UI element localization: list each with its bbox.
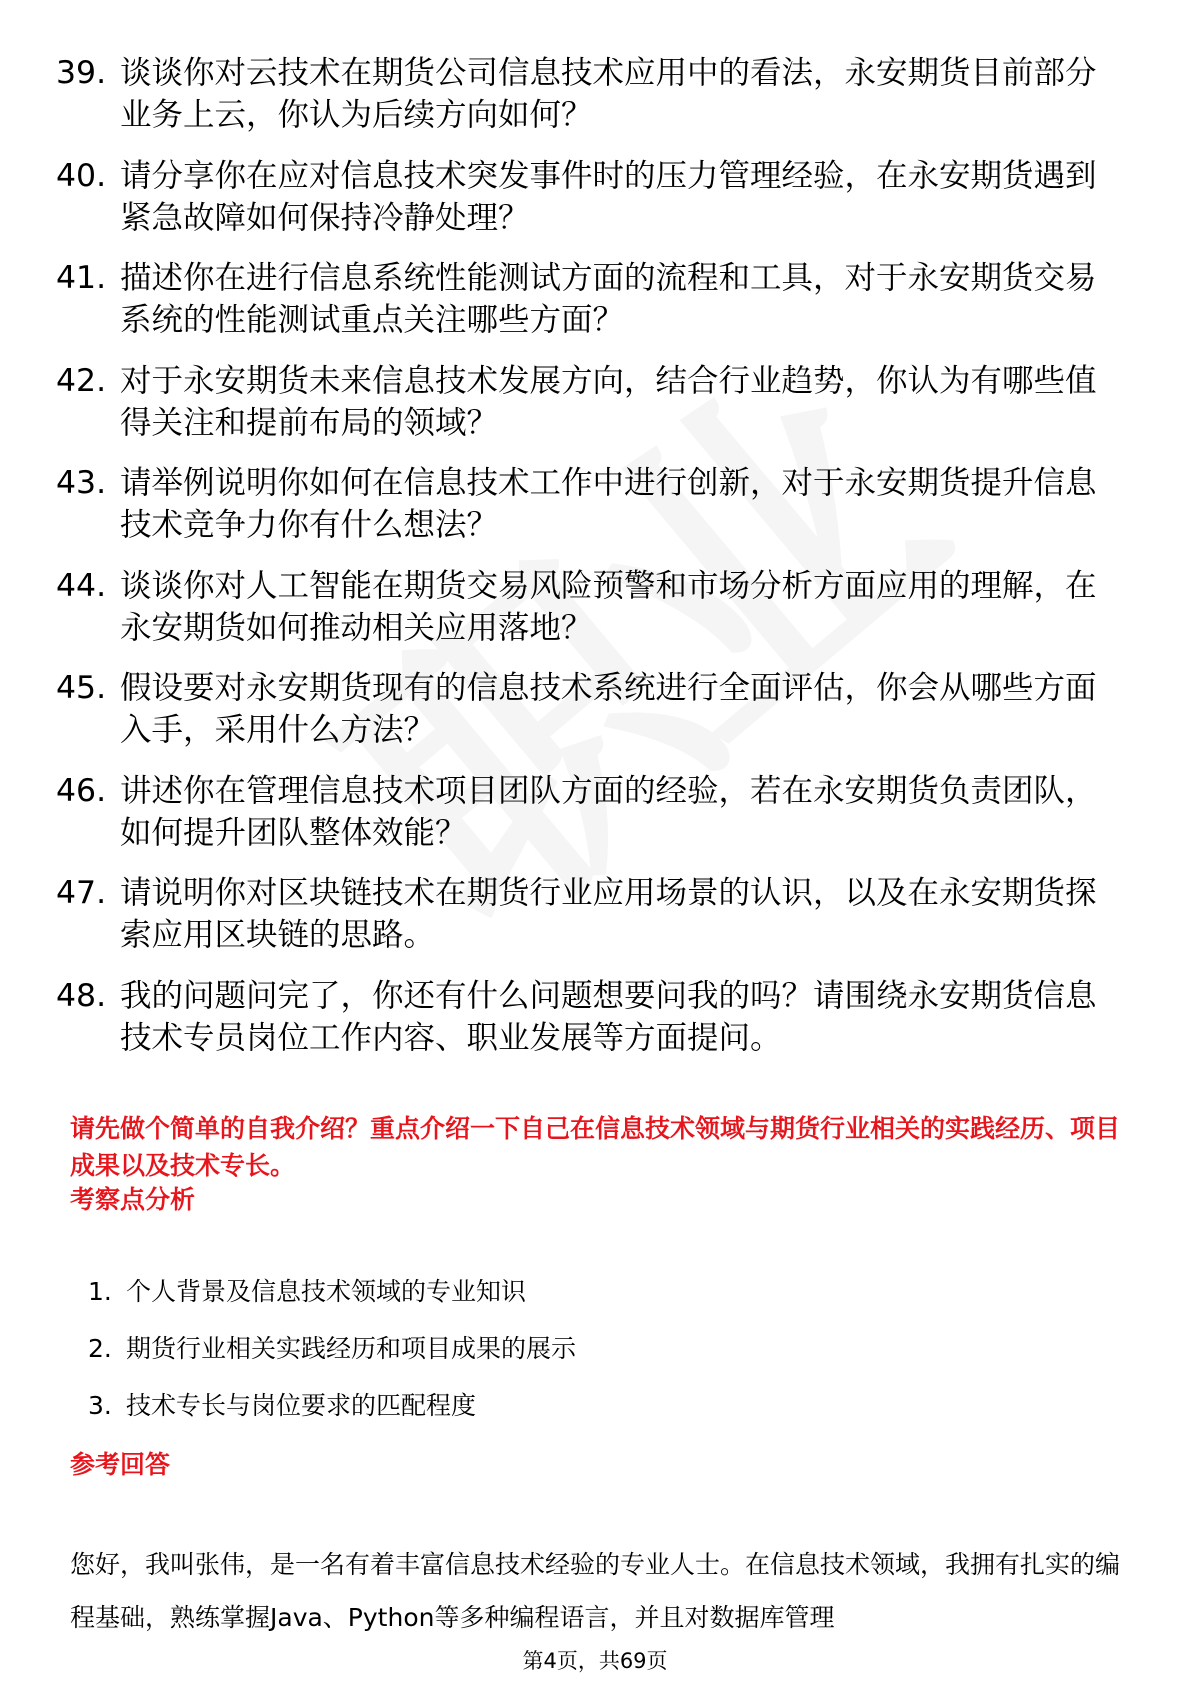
highlight-question: 请先做个简单的自我介绍？重点介绍一下自己在信息技术领域与期货行业相关的实践经历、项目成果以及技术专长。 [70,1114,1121,1180]
question-text: 谈谈你对云技术在期货公司信息技术应用中的看法，永安期货目前部分业务上云，你认为后续方向如何？ [120,55,1097,133]
question-number: 45. [56,670,107,706]
question-text: 我的问题问完了，你还有什么问题想要问我的吗？请围绕永安期货信息技术专员岗位工作内容、职业发展等方面提问。 [120,977,1097,1056]
question-text: 假设要对永安期货现有的信息技术系统进行全面评估，你会从哪些方面入手，采用什么方法？ [120,670,1097,748]
reference-answer: 您好，我叫张伟，是一名有着丰富信息技术经验的专业人士。在信息技术领域，我拥有扎实的编程基础，熟练掌握Java、Python等多种编程语言，并且对数据库管理 [70,1550,1121,1632]
question-number: 41. [56,260,107,296]
question-number: 42. [56,362,107,399]
question-text: 请分享你在应对信息技术突发事件时的压力管理经验，在永安期货遇到紧急故障如何保持冷静处理？ [120,157,1097,236]
question-number: 48. [56,977,107,1014]
question-number: 47. [56,875,107,911]
question-text: 对于永安期货未来信息技术发展方向，结合行业趋势，你认为有哪些值得关注和提前布局的领域？ [120,362,1097,441]
question-item [56,52,1136,136]
question-number: 44. [56,567,107,604]
question-item [56,872,1136,956]
question-text: 请说明你对区块链技术在期货行业应用场景的认识，以及在永安期货探索应用区块链的思路。 [120,875,1097,953]
question-text: 请举例说明你如何在信息技术工作中进行创新，对于永安期货提升信息技术竞争力你有什么想法？ [120,465,1097,543]
point-number: 3. [88,1391,112,1420]
analysis-point [88,1275,576,1332]
question-text: 描述你在进行信息系统性能测试方面的流程和工具，对于永安期货交易系统的性能测试重点关注哪些方面？ [120,260,1097,338]
question-item [56,360,1136,444]
question-item [56,975,1136,1059]
question-text: 讲述你在管理信息技术项目团队方面的经验，若在永安期货负责团队，如何提升团队整体效能？ [120,772,1097,851]
question-item [56,462,1136,546]
point-text: 期货行业相关实践经历和项目成果的展示 [126,1334,577,1363]
question-item [56,565,1136,649]
question-number: 39. [56,55,107,91]
analysis-points [88,1275,576,1446]
analysis-heading: 考察点分析 [70,1185,196,1214]
question-item [56,155,1136,239]
point-text: 技术专长与岗位要求的匹配程度 [126,1391,477,1420]
question-number: 46. [56,772,107,809]
point-text: 个人背景及信息技术领域的专业知识 [126,1277,527,1306]
point-number: 2. [88,1334,112,1363]
question-item [56,770,1136,854]
reference-heading: 参考回答 [70,1450,171,1479]
question-number: 43. [56,465,107,501]
question-item [56,257,1136,341]
analysis-point [88,1389,576,1446]
question-number: 40. [56,157,107,194]
question-list [56,52,1136,1077]
point-number: 1. [88,1277,112,1306]
analysis-point [88,1332,576,1389]
question-item [56,667,1136,751]
question-text: 谈谈你对人工智能在期货交易风险预警和市场分析方面应用的理解，在永安期货如何推动相关应用落地？ [120,567,1097,646]
page-footer: 第4页，共69页 [522,1649,668,1673]
